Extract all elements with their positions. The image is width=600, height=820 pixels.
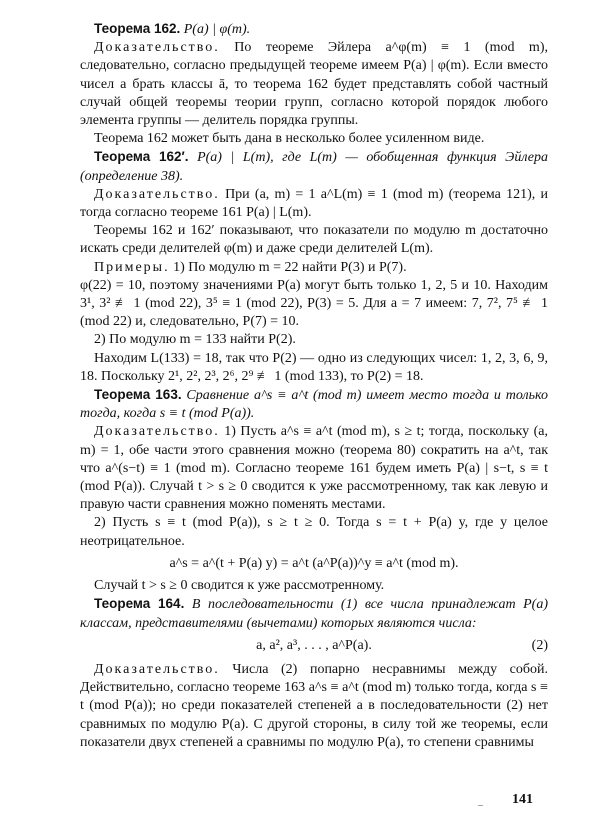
theorem-heading: Теорема 162.	[94, 21, 181, 36]
remark-paragraph	[80, 130, 548, 148]
example-1-task: 1) По модулю m = 22 найти P(3) и P(7).	[173, 259, 407, 275]
proof-text: При (a, m) = 1 a^L(m) ≡ 1 (mod m) (теорема 121), и тогда согласно теореме 161 P(a) | L(m).	[80, 186, 548, 221]
theorem-statement: P(a) | φ(m).	[183, 22, 251, 37]
example-2-solution	[80, 350, 548, 386]
theorem-statement: В последовательности (1) все числа принадлежат P(a) классам, представителями (вычетами) которых являются числа:	[80, 597, 549, 631]
page-number: 141	[512, 792, 533, 807]
theorem-162-prime	[80, 148, 548, 185]
examples-heading-paragraph	[80, 259, 548, 277]
proof-text: По теореме Эйлера a^φ(m) ≡ 1 (mod m), следовательно, согласно предыдущей теореме имеем P(a) | φ(m). Если вместо чисел a брать классы ā, то теорема 162 будет представлять собой частный случай общей теоремы теории групп, согласно которой порядок любого элемента группы — делитель порядка группы.	[80, 40, 548, 129]
formula-text: a^s = a^(t + P(a) y) = a^t (a^P(a))^y ≡ a^t (mod m).	[169, 555, 459, 571]
numbered-formula	[80, 637, 548, 655]
theorem-statement: Сравнение a^s ≡ a^t (mod m) имеет место тогда и только тогда, когда s ≡ t (mod P(a)).	[80, 388, 549, 422]
theorem-statement: P(a) | L(m), где L(m) — обобщенная функция Эйлера (определение 38).	[80, 150, 549, 184]
formula-text: a, a², a³, . . . , a^P(a).	[256, 637, 372, 653]
proof-162-prime	[80, 186, 548, 222]
paragraph-text: Теорема 162 может быть дана в несколько более усиленном виде.	[94, 131, 485, 147]
proof-text: Числа (2) попарно несравнимы между собой. Действительно, согласно теореме 163 a^s ≡ a^t (mod m) только тогда, когда s ≡ t (mod P(a)); но среди показателей степеней a в последовательности (2) нет сравнимых по модулю P(a). С другой стороны, в силу той же теоремы, если показатели двух степеней a сравнимы по модулю P(a), то степени сравнимы	[80, 661, 549, 750]
display-formula	[80, 555, 548, 573]
paragraph-text: 2) По модулю m = 133 найти P(2).	[94, 332, 296, 348]
proof-163-part-2	[80, 514, 548, 550]
theorem-162	[80, 20, 548, 39]
theorem-heading: Теорема 163.	[94, 387, 182, 403]
example-1-solution	[80, 277, 548, 332]
divisors-paragraph	[80, 222, 548, 258]
paragraph-text: Находим L(133) = 18, так что P(2) — одно из следующих чисел: 1, 2, 3, 6, 9, 18. Поскольку 2¹, 2², 2³, 2⁶, 2⁹ ≢ 1 (mod 133), то P(2) = 18.	[80, 350, 548, 384]
theorem-heading: Теорема 164.	[94, 596, 185, 612]
case-paragraph	[80, 577, 548, 595]
proof-162	[80, 39, 548, 130]
paragraph-text: φ(22) = 10, поэтому значениями P(a) могут быть только 1, 2, 5 и 10. Находим 3¹, 3² ≢ 1 (mod 22), 3⁵ ≡ 1 (mod 22), P(3) = 5. Для a = 7 имеем: 7, 7², 7⁵ ≢ 1 (mod 22) и, следовательно, P(7) = 10.	[80, 277, 548, 330]
theorem-164	[80, 595, 548, 632]
proof-163	[80, 423, 548, 514]
footer-mark: –	[478, 800, 483, 811]
paragraph-text: Теоремы 162 и 162′ показывают, что показатели по модулю m достаточно искать среди делителей φ(m) и даже среди делителей L(m).	[80, 223, 548, 257]
proof-heading: Доказательство.	[94, 424, 220, 440]
proof-164	[80, 661, 548, 752]
theorem-heading: Теорема 162′.	[94, 149, 189, 165]
proof-heading: Доказательство.	[94, 186, 220, 202]
theorem-163	[80, 386, 548, 423]
example-2-task	[80, 331, 548, 349]
paragraph-text: 2) Пусть s ≡ t (mod P(a)), s ≥ t ≥ 0. Тогда s = t + P(a) y, где y целое неотрицательное.	[80, 515, 548, 549]
proof-heading: Доказательство.	[94, 40, 220, 56]
proof-text: 1) Пусть a^s ≡ a^t (mod m), s ≥ t; тогда, поскольку (a, m) = 1, обе части этого сравнения можно (теорема 80) сократить на a^t, так что a^(s−t) ≡ 1 (mod m). Согласно теореме 161 будем иметь P(a) | s−t, s ≡ t (mod P(a)). Случай t > s ≥ 0 сводится к уже рассмотренному, так как левую и правую части сравнения можно поменять местами.	[80, 424, 548, 513]
paragraph-text: Случай t > s ≥ 0 сводится к уже рассмотренному.	[94, 578, 385, 594]
proof-heading: Доказательство.	[94, 661, 220, 677]
page-body	[80, 20, 548, 752]
equation-number: (2)	[531, 637, 548, 653]
examples-heading: Примеры.	[94, 259, 170, 275]
